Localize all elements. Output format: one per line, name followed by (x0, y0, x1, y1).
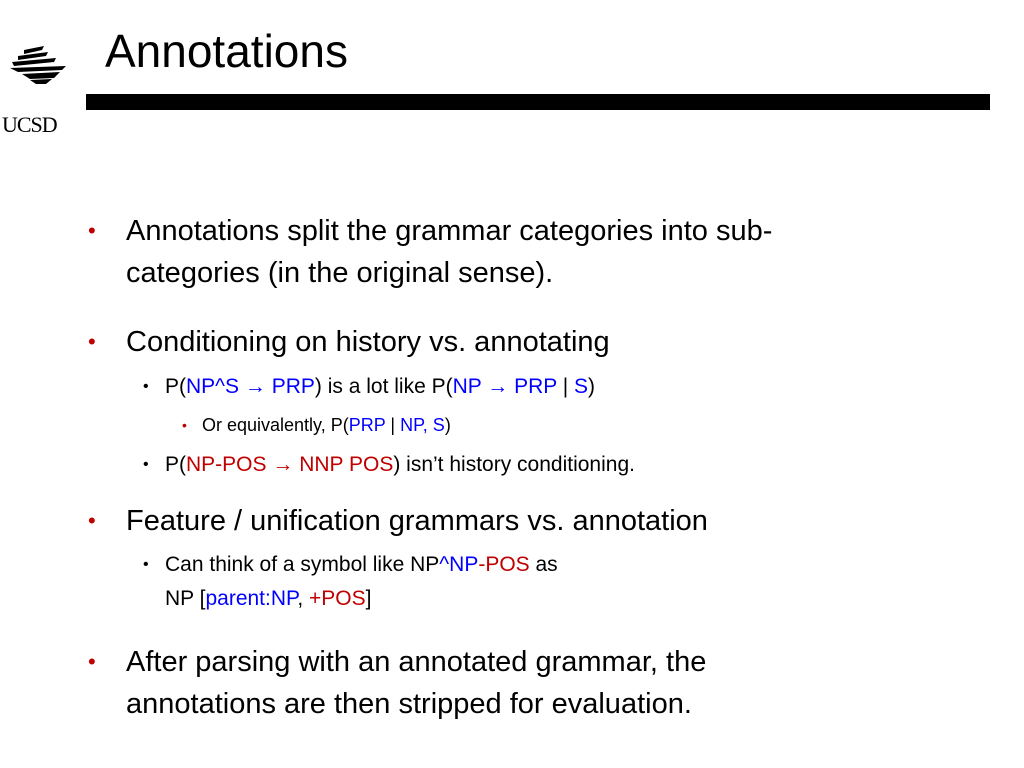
text-run: P( (165, 453, 186, 476)
text-run: Or equivalently, P( (202, 415, 349, 435)
arrow-glyph: → (266, 453, 300, 476)
text-run: S (574, 375, 589, 398)
text-run: ) is a lot like P( (314, 375, 453, 398)
bullet-3-text: Feature / unification grammars vs. annotation (126, 505, 708, 537)
text-run: ) (588, 375, 596, 398)
title-underline-bar (86, 94, 990, 110)
slide-title: Annotations (105, 25, 348, 77)
arrow-glyph: → (481, 375, 515, 398)
text-run: NP, S (400, 415, 445, 435)
text-run: NP-POS (186, 453, 267, 476)
bullet-1-line-2: categories (in the original sense). (126, 257, 554, 289)
ucsd-logo (0, 24, 82, 137)
text-run: parent:NP (205, 587, 298, 610)
text-run: Can think of a symbol like NP (165, 553, 440, 576)
bullet-2-sub-1-sub-1-text (202, 413, 902, 437)
sub-bullet-dot: • (143, 378, 149, 395)
sub-bullet-dot: • (143, 456, 149, 473)
bullet-1-line-1: Annotations split the grammar categories into sub- (126, 215, 773, 247)
bullet-2-sub-2-text (165, 451, 945, 479)
text-run: PRP (271, 375, 315, 398)
bullet-3-sub-1-text (165, 551, 945, 613)
bullet-dot: • (88, 218, 96, 243)
bullet-dot: • (88, 649, 96, 674)
text-run: -POS (478, 553, 530, 576)
text-run: NP (452, 375, 482, 398)
text-run: ] (365, 587, 372, 610)
bullet-1-text (126, 210, 926, 294)
text-run: ^NP (439, 553, 479, 576)
ucsd-emblem-icon (0, 24, 82, 88)
text-run: | (556, 375, 575, 398)
bullet-dot: • (88, 508, 96, 533)
bullet-4-line-1: After parsing with an annotated grammar, the (126, 646, 707, 678)
sub-sub-bullet-dot: • (182, 417, 187, 433)
text-run: ) (444, 415, 451, 435)
arrow-glyph: → (239, 375, 272, 398)
text-run: ) isn’t history conditioning. (393, 453, 635, 476)
text-run: NP [ (165, 587, 206, 610)
bullet-4-text (126, 641, 926, 725)
bullet-3-sub-1-line-2 (165, 585, 945, 613)
text-run: P( (165, 375, 186, 398)
text-run: PRP (348, 415, 386, 435)
bullet-4-line-2: annotations are then stripped for evaluation. (126, 688, 692, 720)
bullet-2-text: Conditioning on history vs. annotating (126, 326, 610, 358)
text-run: , (297, 587, 309, 610)
text-run: PRP (514, 375, 557, 398)
text-run: NNP POS (299, 453, 394, 476)
bullet-2-sub-1-text (165, 373, 945, 401)
text-run: +POS (309, 587, 366, 610)
text-run: | (385, 415, 401, 435)
ucsd-logo-text: UCSD (2, 112, 57, 137)
bullet-3-sub-1-line-1 (165, 551, 945, 579)
sub-bullet-dot: • (143, 556, 149, 573)
text-run: NP^S (186, 375, 240, 398)
bullet-dot: • (88, 329, 96, 354)
text-run: as (529, 553, 558, 576)
